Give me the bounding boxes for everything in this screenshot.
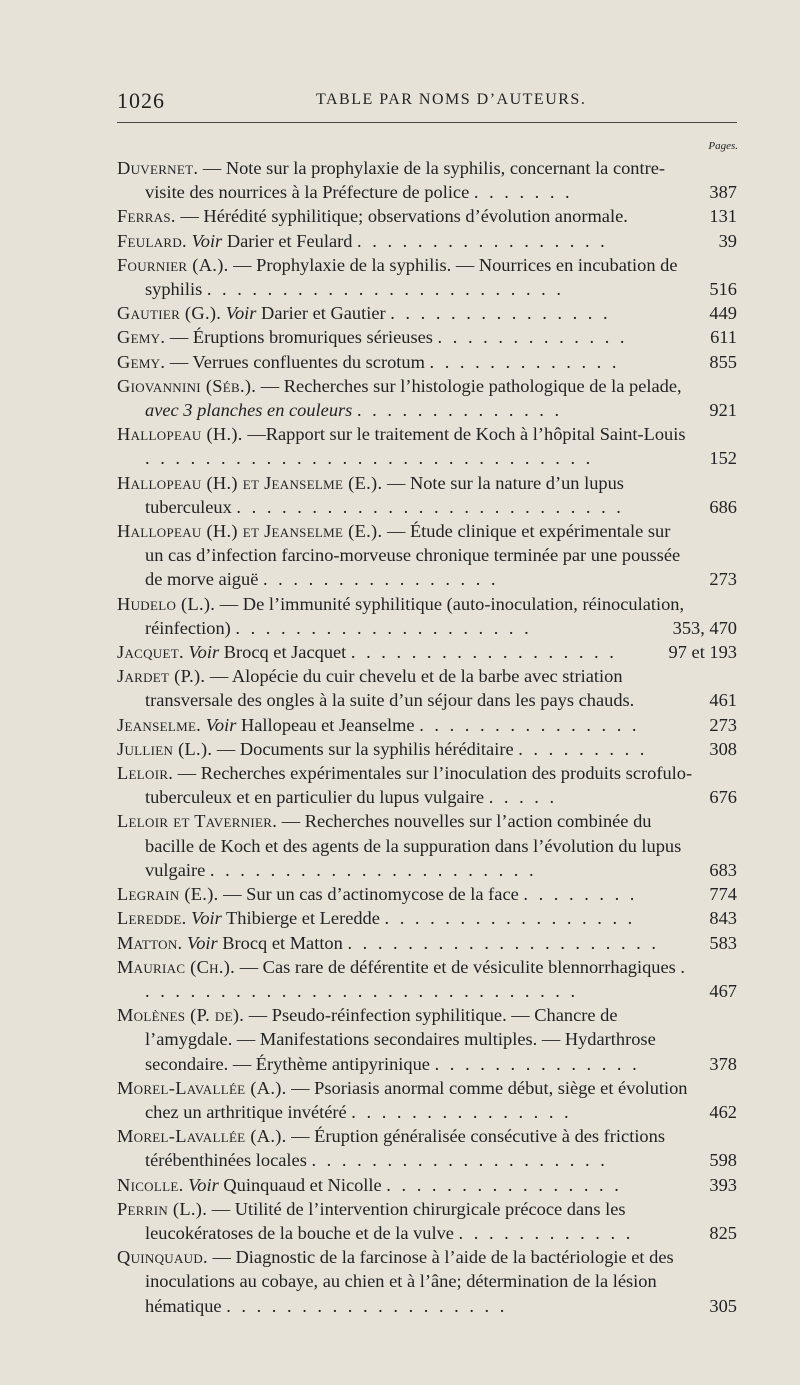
index-entry	[117, 350, 737, 374]
index-entry	[117, 1076, 737, 1124]
entry-title: Thibierge et Leredde	[221, 908, 380, 929]
entry-author: Jacquet.	[117, 642, 184, 663]
entry-author: Feulard.	[117, 230, 187, 251]
entry-page: 467	[709, 980, 737, 1001]
entry-leader: . . . . . . .	[473, 182, 573, 203]
entry-page: 825	[709, 1222, 737, 1243]
entry-title: — Recherches sur l’histologie pathologique de la pelade,	[256, 375, 682, 396]
entry-leader: . . . . . . . . . . . . . . . . . . . . .	[347, 932, 659, 953]
entry-title: Quinquaud et Nicolle	[218, 1174, 382, 1195]
entry-page: 583	[709, 932, 737, 953]
index-entry	[117, 713, 737, 737]
entry-author: Leloir.	[117, 763, 174, 784]
entry-title: — Éruptions bromuriques sérieuses	[165, 327, 433, 348]
index-entry	[117, 422, 737, 470]
entry-leader: . . . . . . . . . . . . . . . . . . . . . . . . . .	[236, 496, 624, 517]
entry-page: 921	[709, 400, 737, 421]
entry-leader: . . . . . . . . . . . . . . . . . . .	[226, 1295, 508, 1316]
entry-leader: . . . . . . . . . . . . . . . . . . . . . .	[209, 859, 537, 880]
entry-title: Darier et Gautier	[256, 303, 386, 324]
entry-title: — Recherches expérimentales sur l’inoculation des produits scrofulo-tuberculeux et en particulier du lupus vulgaire	[145, 763, 693, 808]
index-entry	[117, 640, 737, 664]
entry-leader: . . . . . . . . . . . . . . . . . . . . . . . . . . . . . .	[145, 956, 688, 1001]
index-entry	[117, 471, 737, 519]
index-entry	[117, 229, 737, 253]
entry-page: 686	[709, 496, 737, 517]
entry-author: Ferras.	[117, 206, 176, 227]
entry-voir: Voir	[225, 303, 257, 324]
entry-page: 273	[709, 569, 737, 590]
entry-page: 353, 470	[672, 617, 737, 638]
index-entry	[117, 325, 737, 349]
entry-author: Hallopeau (H.) et Jeanselme (E.).	[117, 472, 383, 493]
entry-author: Hallopeau (H.).	[117, 424, 243, 445]
entry-page: 462	[709, 1101, 737, 1122]
index-entry	[117, 1197, 737, 1245]
entry-title: — Hérédité syphilitique; observations d’évolution anormale.	[175, 206, 628, 227]
entry-author: Morel-Lavallée (A.).	[117, 1126, 287, 1147]
page-number: 1026	[117, 88, 165, 113]
index-entry	[117, 931, 737, 955]
index-entry	[117, 809, 737, 882]
index-entry	[117, 204, 737, 228]
entry-author: Quinquaud.	[117, 1247, 208, 1268]
index-entry	[117, 1173, 737, 1197]
entry-page: 305	[709, 1295, 737, 1316]
entry-page: 393	[709, 1174, 737, 1195]
entry-leader: . . . . . . . . . . . . . . .	[351, 1101, 572, 1122]
entry-leader: . . . . . . . . . . . . . . . . . . . .	[235, 617, 532, 638]
entry-leader: . . . . . . . . . . . . . . . .	[386, 1174, 622, 1195]
index-entry	[117, 1003, 737, 1076]
entry-page: 378	[709, 1053, 737, 1074]
entry-leader: . . . . . . . . . . . . . . . .	[262, 569, 499, 590]
entry-page: 39	[718, 230, 737, 251]
entry-author: Perrin (L.).	[117, 1198, 208, 1219]
index-entry	[117, 737, 737, 761]
entry-author: Mauriac (Ch.).	[117, 956, 236, 977]
index-entry	[117, 1124, 737, 1172]
entry-author: Jardet (P.).	[117, 666, 206, 687]
index-entry	[117, 761, 737, 809]
entry-page: 516	[709, 279, 737, 300]
entry-voir: Voir	[191, 908, 222, 929]
entry-page: 676	[709, 787, 737, 808]
entry-author: Jullien (L.).	[117, 738, 213, 759]
entry-title: Brocq et Matton	[217, 932, 343, 953]
entry-leader: . . . . . . . . . . . . . . . . . .	[350, 642, 617, 663]
entry-page: 97 et 193	[668, 642, 737, 663]
running-title: TABLE PAR NOMS D’AUTEURS.	[316, 91, 587, 108]
entry-voir: Voir	[187, 932, 218, 953]
entry-leader: . . . . . . . . . . . . . . .	[419, 714, 640, 735]
index-entry	[117, 906, 737, 930]
entry-title: — Alopécie du cuir chevelu et de la barbe avec striation transversale des ongles à la suite d’un séjour dans les pays chauds.	[145, 666, 635, 711]
entry-author: Duvernet.	[117, 158, 199, 178]
index-entry	[117, 1245, 737, 1318]
entry-leader: . . . . . . . . . . . . . . . . . . . .	[311, 1150, 608, 1171]
entry-title: — Prophylaxie de la syphilis. — Nourrices en incubation de syphilis	[145, 254, 678, 300]
entry-title: — Pseudo-réinfection syphilitique. — Chancre de l’amygdale. — Manifestations secondaires multiples. — Hydarthrose secondaire. — Érythème antipyrinique	[145, 1005, 656, 1074]
entry-leader: . . . . . . . . . . . . . . . . .	[357, 230, 608, 251]
index-entry	[117, 253, 737, 301]
entry-page: 387	[709, 182, 737, 203]
entry-author: Nicolle.	[117, 1174, 184, 1195]
entry-author: Jeanselme.	[117, 714, 202, 735]
index-entry	[117, 664, 737, 712]
entry-title: — Verrues confluentes du scrotum	[165, 351, 425, 372]
entry-leader: . . . . . . . . . . . . . . . . . . . . . . . .	[206, 279, 564, 300]
entry-page: 611	[710, 327, 737, 348]
entry-title: — Éruption généralisée consécutive à des frictions térébenthinées locales	[145, 1126, 665, 1171]
author-index	[117, 156, 737, 1318]
index-entry	[117, 519, 737, 592]
entry-title: — Diagnostic de la farcinose à l’aide de la bactériologie et des inoculations au cobaye, au chien et à l’âne; détermination de la lésion hématique	[145, 1247, 674, 1316]
entry-leader: . . . . . . . . . . . . . . . . .	[384, 908, 636, 929]
entry-title: — Étude clinique et expérimentale sur un cas d’infection farcino-morveuse chronique terminée par une poussée de morve aiguë	[145, 521, 681, 590]
index-entry	[117, 374, 737, 422]
entry-title: — Note sur la prophylaxie de la syphilis, concernant la contre-visite des nourrices à la Préfecture de police	[145, 158, 666, 203]
entry-leader: . . . . . . . . . . . .	[458, 1222, 634, 1243]
entry-title: Hallopeau et Jeanselme	[236, 714, 415, 735]
entry-page: 152	[709, 448, 737, 469]
entry-leader: . . . . . . . . . . . . . .	[434, 1053, 640, 1074]
index-entry	[117, 955, 737, 1003]
entry-page: 131	[709, 206, 737, 227]
entry-author: Hudelo (L.).	[117, 593, 216, 614]
entry-title: — Documents sur la syphilis héréditaire	[212, 738, 514, 759]
entry-voir: Voir	[188, 1174, 219, 1195]
index-entry	[117, 882, 737, 906]
page-header	[0, 88, 800, 114]
entry-voir: Voir	[191, 230, 223, 251]
index-entry	[117, 301, 737, 325]
entry-page: 308	[709, 738, 737, 759]
entry-author: Molènes (P. de).	[117, 1005, 245, 1026]
entry-author: Fournier (A.).	[117, 254, 229, 275]
entry-leader: . . . . . . . .	[523, 884, 638, 905]
entry-voir: Voir	[205, 714, 237, 735]
entry-author: Hallopeau (H.) et Jeanselme (E.).	[117, 521, 383, 542]
entry-page: 598	[709, 1150, 737, 1171]
entry-title: Darier et Feulard	[222, 230, 353, 251]
entry-title: — Utilité de l’intervention chirurgicale précoce dans les leucokératoses de la bouche et de la vulve	[145, 1198, 626, 1243]
entry-page: 273	[709, 714, 737, 735]
entry-page: 774	[709, 884, 737, 905]
entry-page: 843	[709, 908, 737, 929]
entry-title: — Note sur la nature d’un lupus tuberculeux	[145, 472, 624, 517]
index-entry	[117, 156, 737, 204]
entry-leader: . . . . . . . . . . . . . .	[356, 400, 563, 421]
entry-title: — Cas rare de déférentite et de vésiculite blennorrhagiques	[235, 956, 676, 977]
entry-title: — Sur un cas d’actinomycose de la face	[218, 884, 519, 905]
header-rule	[117, 122, 737, 123]
entry-voir: Voir	[188, 642, 220, 663]
entry-page: 449	[709, 303, 737, 324]
entry-leader: . . . . . . . . . . . . .	[437, 327, 628, 348]
entry-author: Gemy.	[117, 327, 166, 348]
entry-author: Gautier (G.).	[117, 303, 222, 324]
entry-page: 461	[709, 690, 737, 711]
entry-italic: avec 3 planches en couleurs	[145, 400, 353, 421]
entry-leader: . . . . . . . . . . . . . . .	[390, 303, 611, 324]
entry-author: Matton.	[117, 932, 183, 953]
entry-leader: . . . . . . . . .	[518, 738, 648, 759]
entry-title: —Rapport sur le traitement de Koch à l’hôpital Saint-Louis	[242, 424, 686, 445]
entry-title: — Psoriasis anormal comme début, siège et évolution chez un arthritique invétéré	[145, 1077, 688, 1122]
entry-author: Legrain (E.).	[117, 884, 219, 905]
entry-leader: . . . . . . . . . . . . . . . . . . . . . . . . . . . . . .	[145, 448, 594, 469]
entry-title: — De l’immunité syphilitique (auto-inoculation, réinoculation, réinfection)	[145, 593, 685, 638]
entry-leader: . . . . . . . . . . . . .	[429, 351, 620, 372]
entry-page: 683	[709, 859, 737, 880]
entry-author: Gemy.	[117, 351, 166, 372]
entry-author: Giovannini (Séb.).	[117, 375, 257, 396]
entry-author: Leloir et Tavernier.	[117, 811, 278, 832]
entry-leader: . . . . .	[488, 787, 558, 808]
index-entry	[117, 592, 737, 640]
pages-column-label: Pages.	[708, 140, 738, 152]
entry-title: — Recherches nouvelles sur l’action combinée du bacille de Koch et des agents de la suppuration dans l’évolution du lupus vulgaire	[145, 811, 682, 880]
entry-author: Morel-Lavallée (A.).	[117, 1077, 287, 1098]
entry-page: 855	[709, 351, 737, 372]
entry-author: Leredde.	[117, 908, 187, 929]
entry-title: Brocq et Jacquet	[219, 642, 347, 663]
